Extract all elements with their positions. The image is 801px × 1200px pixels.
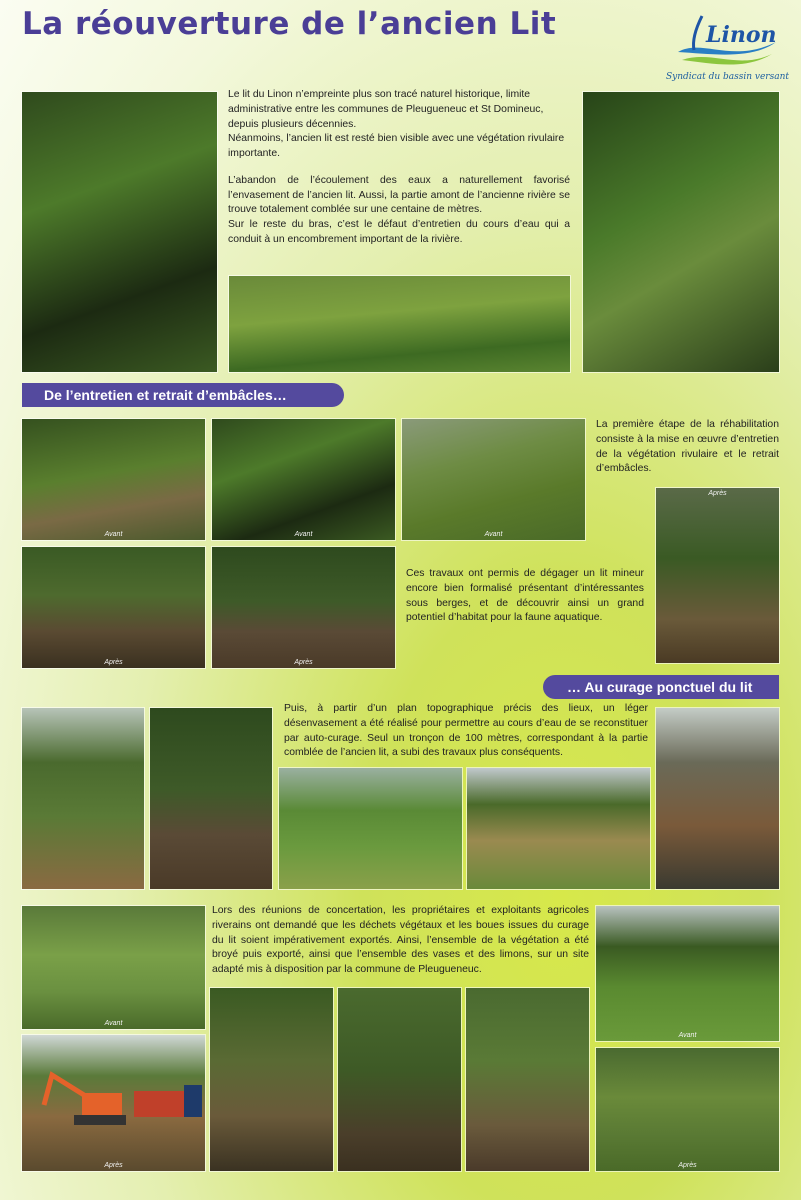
- maintenance-text-mid: Ces travaux ont permis de dégager un lit mineur encore bien formalisé présentant d’intéressantes sous berges, et de découvrir ainsi un grand potentiel d’habitat pour la faune aquatique.: [406, 568, 644, 624]
- caption-before: Avant: [484, 531, 503, 538]
- photo-excavator-after: [22, 1035, 205, 1171]
- linon-logo: [666, 8, 789, 86]
- logo-subtitle: Syndicat du bassin versant: [666, 72, 789, 82]
- logo-name: Linon: [706, 22, 777, 48]
- photo-export-after-2: [338, 988, 461, 1171]
- photo-before-2: [212, 419, 395, 540]
- intro-paragraph-4: Sur le reste du bras, c’est le défaut d’entretien du cours d’eau qui a conduit à un encombrement important de la rivière.: [228, 219, 570, 245]
- page-title: La réouverture de l’ancien Lit: [22, 6, 557, 42]
- photo-dredging-2: [150, 708, 272, 889]
- photo-meadow: [229, 276, 570, 372]
- photo-dredging-4: [467, 768, 650, 889]
- maintenance-text-top: La première étape de la réhabilitation consiste à la mise en œuvre d’entretien de la végétation rivulaire et le retrait d’embâcles.: [596, 419, 779, 475]
- caption-after: Après: [104, 659, 123, 666]
- caption-before: Avant: [104, 1020, 123, 1027]
- photo-dredging-5: [656, 708, 779, 889]
- section-banner-dredging: … Au curage ponctuel du lit: [543, 675, 779, 699]
- photo-export-after-3: [466, 988, 589, 1171]
- photo-export-after-4: [596, 1048, 779, 1171]
- photo-before-1: [22, 419, 205, 540]
- intro-text: [228, 88, 570, 260]
- section-banner-maintenance: De l’entretien et retrait d’embâcles…: [22, 383, 344, 407]
- photo-after-2: [212, 547, 395, 668]
- caption-before: Avant: [104, 531, 123, 538]
- photo-export-before-2: [596, 906, 779, 1041]
- export-text: Lors des réunions de concertation, les propriétaires et exploitants agricoles riverains ont demandé que les déchets végétaux et les boues issues du curage du lit soient impérativement exportés. Ainsi, l’ensemble de la végétation a été broyé puis exporté, ainsi que l’ensemble des vases et des limons, sur un site adapté mis à disposition par la commune de Pleugueneuc.: [212, 905, 589, 976]
- caption-before: Avant: [678, 1032, 697, 1039]
- photo-before-3: [402, 419, 585, 540]
- caption-after: Après: [678, 1162, 697, 1169]
- caption-after: Après: [708, 490, 727, 497]
- caption-before: Avant: [294, 531, 313, 538]
- photo-export-after-1: [210, 988, 333, 1171]
- photo-after-3: [656, 488, 779, 663]
- photo-dredging-3: [279, 768, 462, 889]
- dredging-text: Puis, à partir d’un plan topographique précis des lieux, un léger désenvasement a été réalisé pour permettre au cours d’eau de se reconstituer par auto-curage. Seul un tronçon de 100 mètres, correspondant à la partie comblée de l’ancien lit, a subi des travaux plus conséquents.: [284, 703, 648, 759]
- intro-paragraph-1: Le lit du Linon n’empreinte plus son tracé naturel historique, limite administrative entre les communes de Pleugueneuc et St Domineuc, depuis plusieurs décennies.: [228, 89, 544, 130]
- photo-dredging-1: [22, 708, 144, 889]
- photo-riverbed-overgrown: [22, 92, 217, 372]
- photo-export-before-1: [22, 906, 205, 1029]
- caption-after: Après: [104, 1162, 123, 1169]
- intro-paragraph-3: L’abandon de l’écoulement des eaux a naturellement favorisé l’envasement de l’ancien lit. Aussi, la partie amont de l’ancienne rivière se trouve totalement comblée sur une centaine de mètres.: [228, 174, 570, 216]
- photo-after-1: [22, 547, 205, 668]
- caption-after: Après: [294, 659, 313, 666]
- photo-fallen-branches: [583, 92, 779, 372]
- excavator-icon: [22, 1035, 205, 1171]
- intro-paragraph-2: Néanmoins, l’ancien lit est resté bien visible avec une végétation rivulaire importante.: [228, 133, 565, 160]
